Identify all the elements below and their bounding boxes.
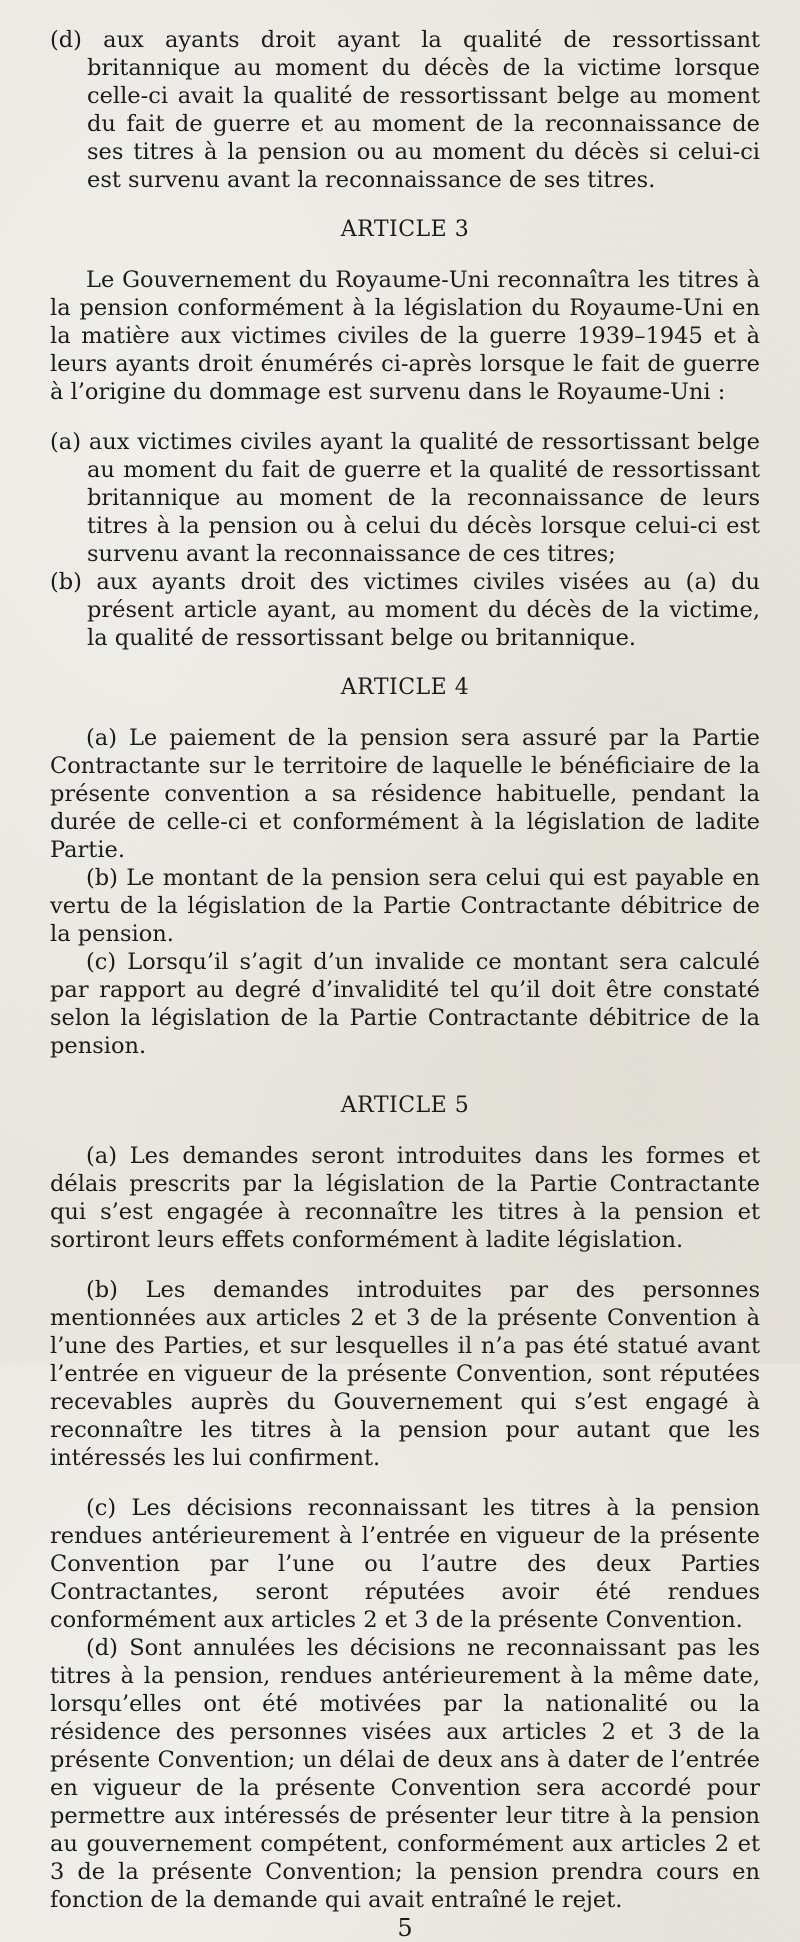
article2-item-d: (d) aux ayants droit ayant la qualité de ressortissant britannique au moment du décès de la victime lorsque celle-ci avait la qualité de ressortissant belge au moment du fait de guerre et au moment de la reconnaissance de ses titres à la pension ou au moment du décès si celui-ci est survenu avant la reconnaissance de ses titres. xyxy=(50,27,760,193)
article5-para-a: (a) Les demandes seront introduites dans les formes et délais prescrits par la législation de la Partie Contractante qui s’est engagée à reconnaître les titres à la pension et sortiront leurs effets conformément à ladite législation. xyxy=(50,1143,760,1253)
article5-para-b: (b) Les demandes introduites par des personnes mentionnées aux articles 2 et 3 de la présente Convention à l’une des Parties, et sur lesquelles il n’a pas été statué avant l’entrée en vigueur de la présente Convention, sont réputées recevables auprès du Gouvernement qui s’est engagé à reconnaître les titres à la pension pour autant que les intéressés les lui confirment. xyxy=(50,1277,760,1471)
article5-para-c: (c) Les décisions reconnaissant les titres à la pension rendues antérieurement à l’entrée en vigueur de la présente Convention par l’une ou l’autre des deux Parties Contractantes, seront réputées avoir été rendues conformément aux articles 2 et 3 de la présente Convention. xyxy=(50,1495,760,1633)
article3-item-a: (a) aux victimes civiles ayant la qualité de ressortissant belge au moment du fait de guerre et la qualité de ressortissant britannique au moment de la reconnaissance de leurs titres à la pension ou à celui du décès lorsque celui-ci est survenu avant la reconnaissance de ces titres; xyxy=(50,429,760,567)
article5-para-d: (d) Sont annulées les décisions ne reconnaissant pas les titres à la pension, rendues antérieurement à la même date, lorsqu’elles ont été motivées par la nationalité ou la résidence des personnes visées aux articles 2 et 3 de la présente Convention; un délai de deux ans à dater de l’entrée en vigueur de la présente Convention sera accordé pour permettre aux intéressés de présenter leur titre à la pension au gouvernement compétent, conformément aux articles 2 et 3 de la présente Convention; la pension prendra cours en fonction de la demande qui avait entraîné le rejet. xyxy=(50,1635,760,1913)
page-number: 5 xyxy=(397,1914,413,1942)
article3-intro: Le Gouvernement du Royaume-Uni reconnaîtra les titres à la pension conformément à la législation du Royaume-Uni en la matière aux victimes civiles de la guerre 1939–1945 et à leurs ayants droit énumérés ci-après lorsque le fait de guerre à l’origine du dommage est survenu dans le Royaume-Uni : xyxy=(50,267,760,405)
article5-heading: ARTICLE 5 xyxy=(340,1093,470,1118)
article4-para-a: (a) Le paiement de la pension sera assuré par la Partie Contractante sur le territoire de laquelle le bénéficiaire de la présente convention a sa résidence habituelle, pendant la durée de celle-ci et conformément à la législation de ladite Partie. xyxy=(50,725,760,863)
article4-heading: ARTICLE 4 xyxy=(340,675,470,700)
article3-item-b: (b) aux ayants droit des victimes civiles visées au (a) du présent article ayant, au moment du décès de la victime, la qualité de ressortissant belge ou britannique. xyxy=(50,569,760,651)
article4-para-b: (b) Le montant de la pension sera celui qui est payable en vertu de la législation de la Partie Contractante débitrice de la pension. xyxy=(50,865,760,947)
article4-para-c: (c) Lorsqu’il s’agit d’un invalide ce montant sera calculé par rapport au degré d’invalidité tel qu’il doit être constaté selon la législation de la Partie Contractante débitrice de la pension. xyxy=(50,949,760,1059)
article3-heading: ARTICLE 3 xyxy=(340,217,470,242)
